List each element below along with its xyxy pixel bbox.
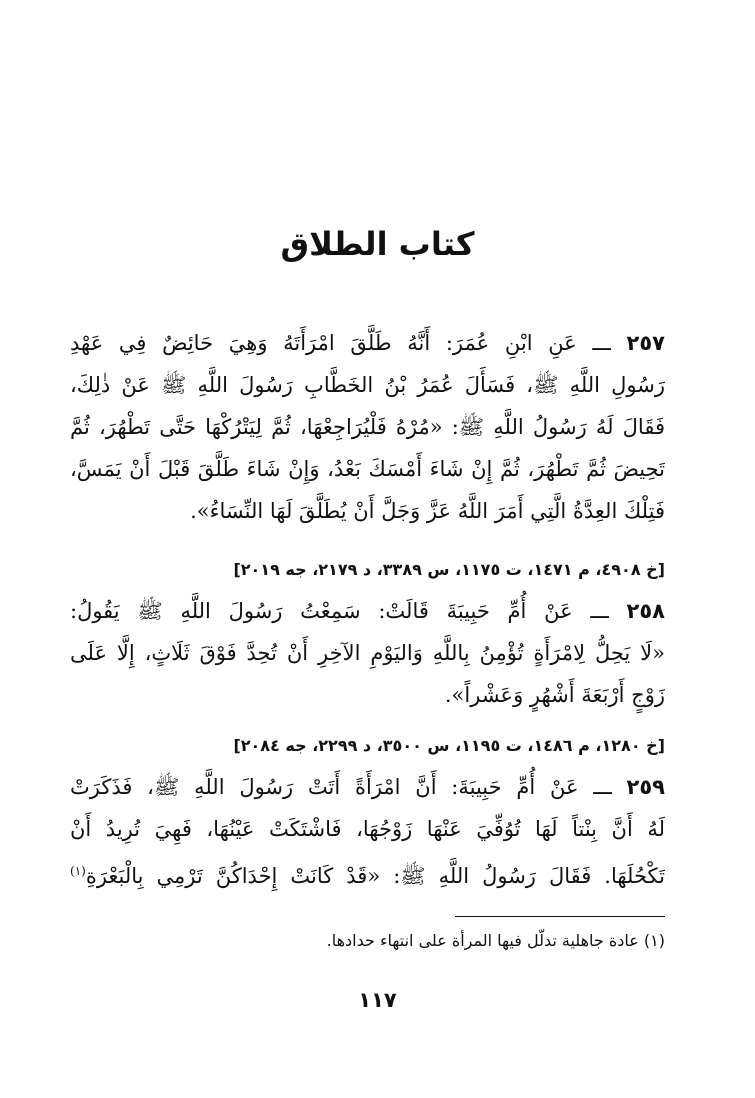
hadith-line xyxy=(70,590,665,632)
hadith-text: عَنِ ابْنِ عُمَرَ: أَنَّهُ طَلَّقَ امْرَأَتَهُ وَهِيَ حَائِضٌ فِي عَهْدِ xyxy=(70,331,577,355)
page-number: ١١٧ xyxy=(358,988,397,1012)
hadith-257 xyxy=(70,322,665,532)
hadith-reference: [خ ١٢٨٠، م ١٤٨٦، ت ١١٩٥، س ٣٥٠٠، د ٢٢٩٩، جه ٢٠٨٤] xyxy=(233,736,665,755)
hadith-line xyxy=(70,850,665,897)
hadith-line: زَوْجٍ أَرْبَعَةَ أَشْهُرٍ وَعَشْراً». xyxy=(444,683,665,707)
hadith-text: تَكْحُلَهَا. فَقَالَ رَسُولُ اللَّهِ ﷺ: «قَدْ كَانَتْ إِحْدَاكُنَّ تَرْمِي بِالْبَعْرَةِ xyxy=(85,864,665,888)
hadith-number: ٢٥٨ xyxy=(626,599,665,623)
hadith-number: ٢٥٧ xyxy=(626,331,665,355)
hadith-line: فَتِلْكَ العِدَّةُ الَّتِي أَمَرَ اللَّهُ عَزَّ وَجَلَّ أَنْ يُطَلَّقَ لَهَا النِّسَاءُ». xyxy=(190,499,665,523)
footnote-divider xyxy=(455,916,665,917)
hadith-text: عَنْ أُمِّ حَبِيبَةَ قَالَتْ: سَمِعْتُ رَسُولَ اللَّهِ ﷺ يَقُولُ: xyxy=(70,599,573,623)
hadith-text: عَنْ أُمِّ حَبِيبَةَ: أَنَّ امْرَأَةً أَتَتْ رَسُولَ اللَّهِ ﷺ، فَذَكَرَتْ xyxy=(70,775,579,799)
hadith-dash: ـــ xyxy=(592,331,611,355)
footnote-marker: (١) xyxy=(70,864,86,878)
footnote-text: عادة جاهلية تدلّل فيها المرأة على انتهاء حدادها. xyxy=(326,931,639,950)
hadith-number: ٢٥٩ xyxy=(626,775,665,799)
hadith-reference: [خ ٤٩٠٨، م ١٤٧١، ت ١١٧٥، س ٣٣٨٩، د ٢١٧٩، جه ٢٠١٩] xyxy=(233,560,665,579)
footnote xyxy=(70,928,665,954)
hadith-line: تَحِيضَ ثُمَّ تَطْهُرَ، ثُمَّ إِنْ شَاءَ أَمْسَكَ بَعْدُ، وَإِنْ شَاءَ طَلَّقَ قَبْلَ أَنْ يَمَسَّ، xyxy=(70,457,665,481)
hadith-line: رَسُولِ اللَّهِ ﷺ، فَسَأَلَ عُمَرُ بْنُ الخَطَّابِ رَسُولَ اللَّهِ ﷺ عَنْ ذٰلِكَ، xyxy=(70,373,665,397)
hadith-line: لَهُ أَنَّ بِنْتاً لَهَا تُوُفِّيَ عَنْهَا زَوْجُهَا، فَاشْتَكَتْ عَيْنُهَا، فَهِيَ تُرِيدُ أَنْ xyxy=(70,817,665,841)
hadith-line xyxy=(70,322,665,364)
hadith-258 xyxy=(70,590,665,716)
hadith-dash: ـــ xyxy=(593,775,612,799)
footnote-number: (١) xyxy=(643,931,665,950)
hadith-line: «لَا يَحِلُّ لِامْرَأَةٍ تُؤْمِنُ بِاللَّهِ وَاليَوْمِ الآخِرِ أَنْ تُحِدَّ فَوْقَ ثَلَاثٍ، إِلَّا عَلَى xyxy=(70,641,665,665)
hadith-line: فَقَالَ لَهُ رَسُولُ اللَّهِ ﷺ: «مُرْهُ فَلْيُرَاجِعْهَا، ثُمَّ لِيَتْرُكْهَا حَتَّى تَطْهُرَ، ثُمَّ xyxy=(70,415,665,439)
hadith-dash: ـــ xyxy=(590,599,609,623)
hadith-259 xyxy=(70,766,665,897)
hadith-line xyxy=(70,766,665,808)
chapter-title: كتاب الطلاق xyxy=(280,225,475,263)
